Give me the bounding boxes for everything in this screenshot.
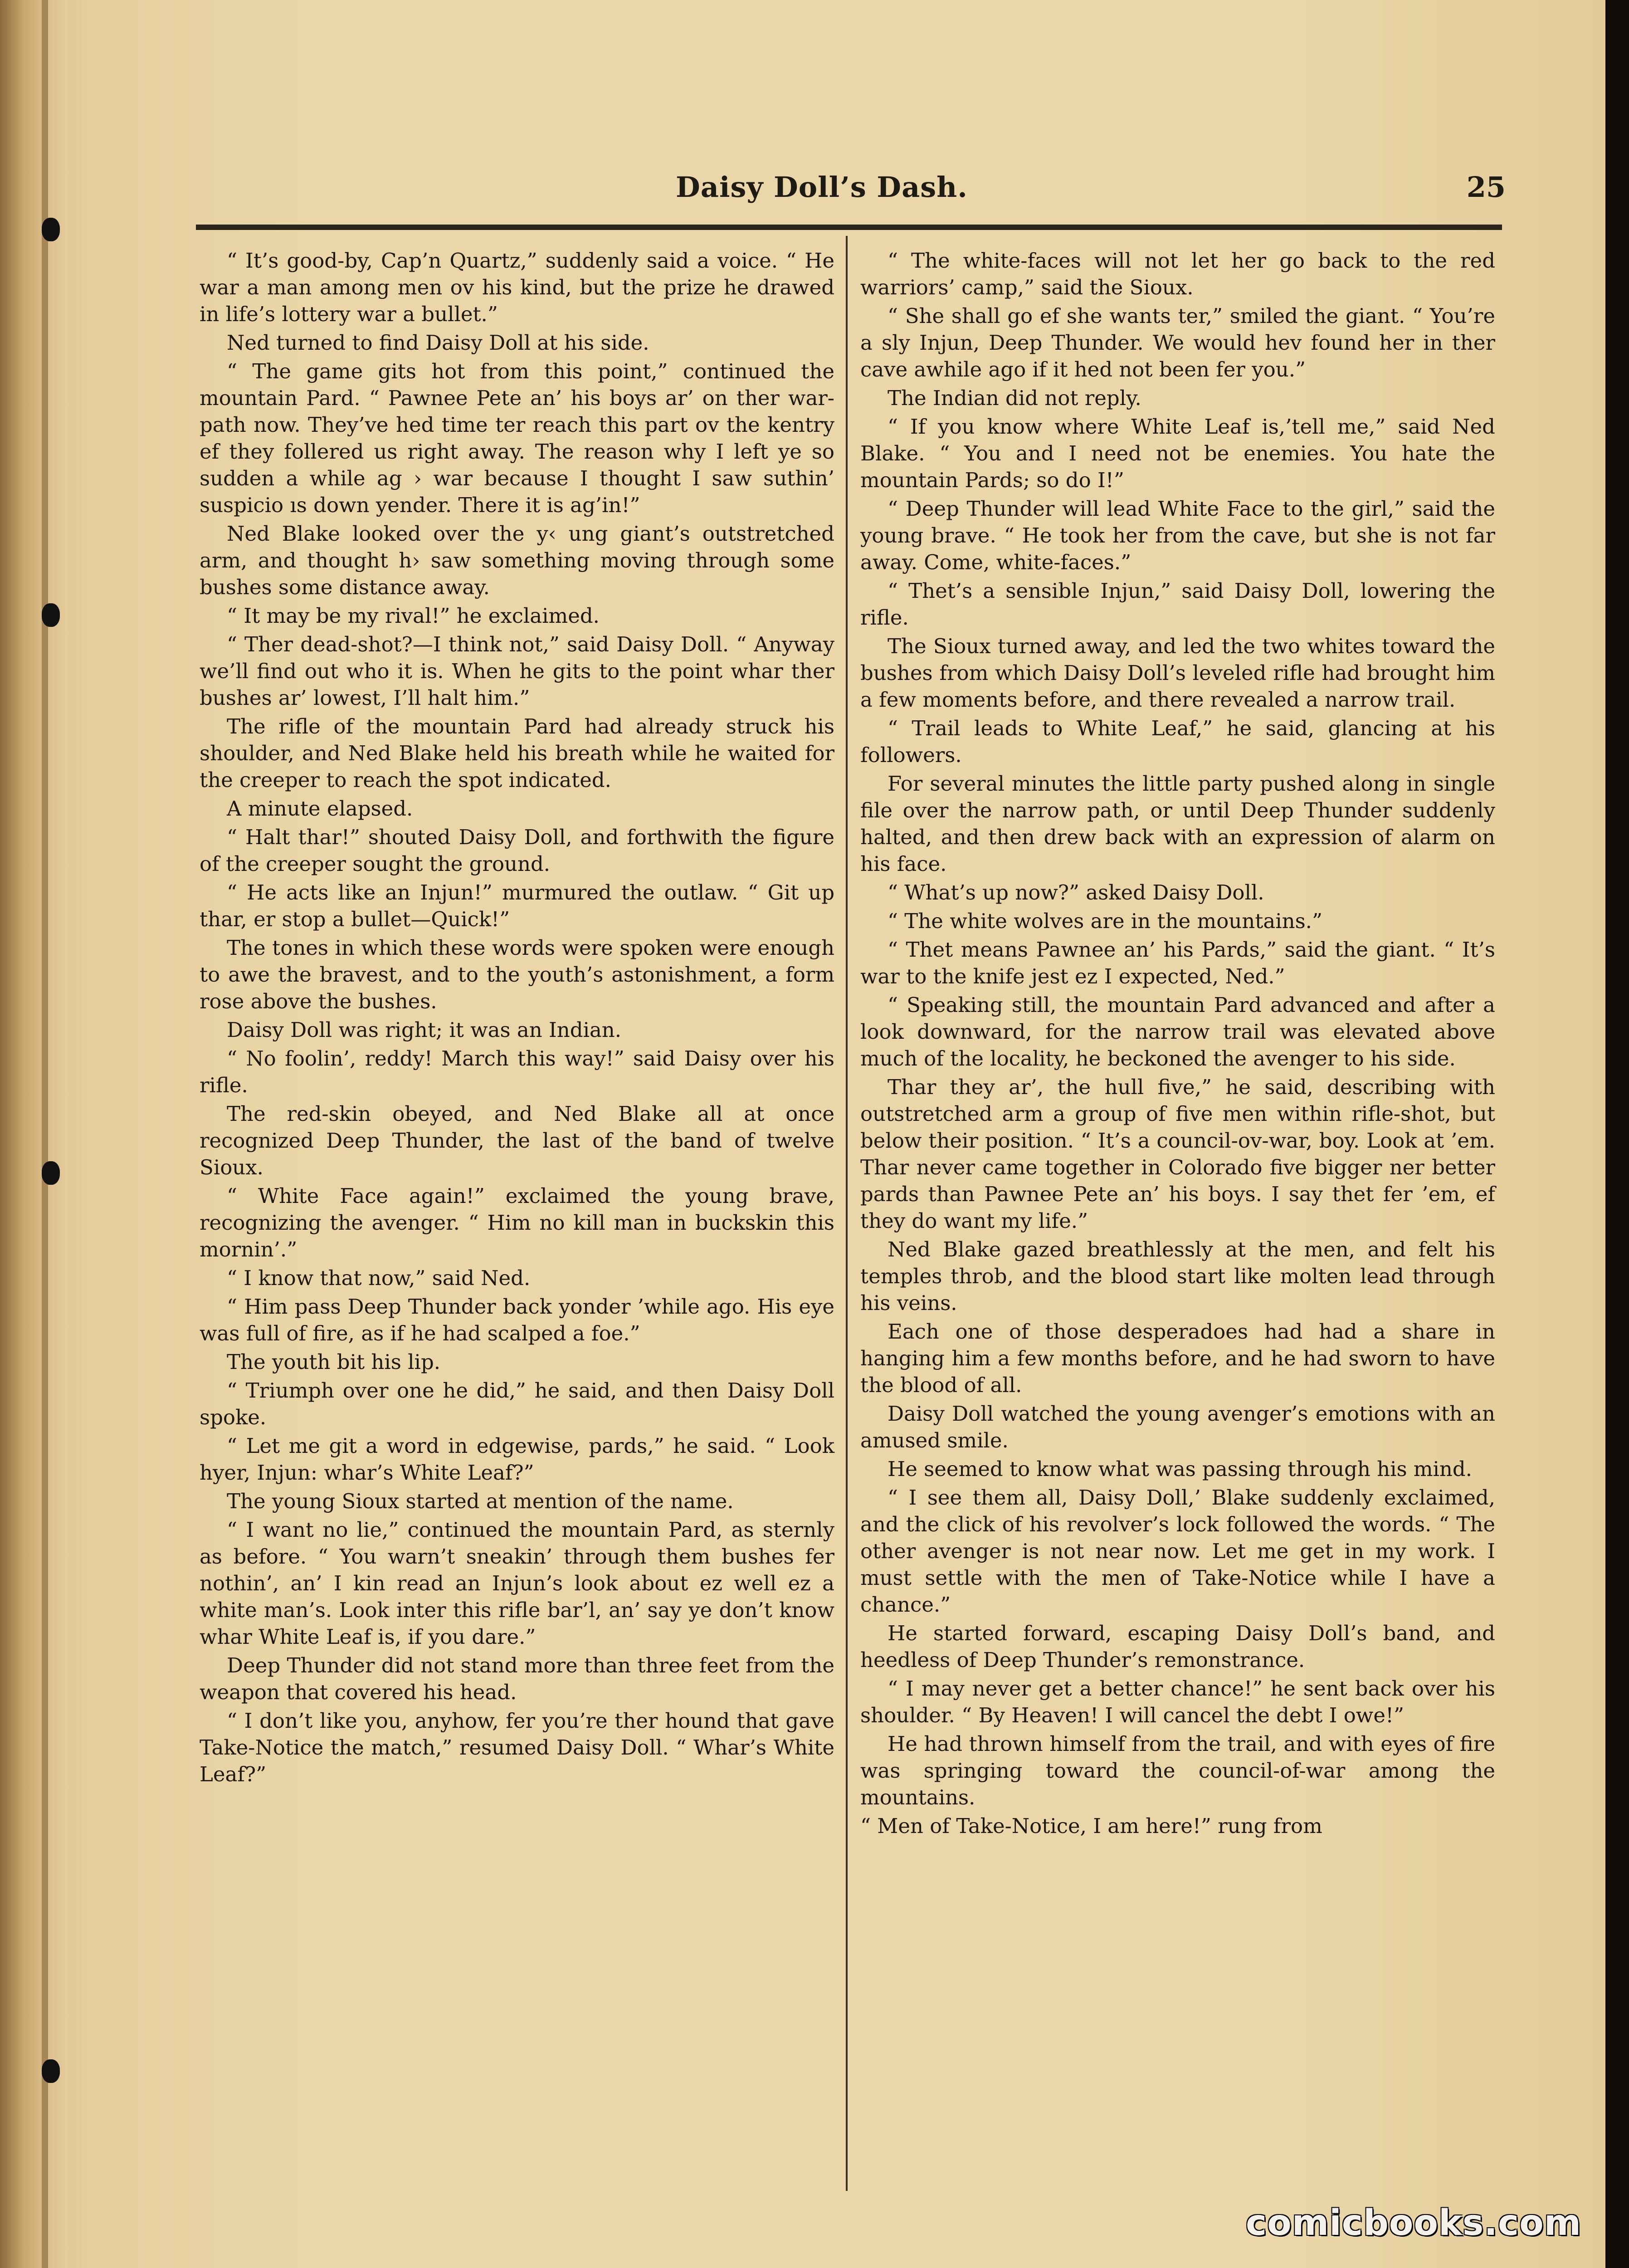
paragraph: “ If you know where White Leaf is,’tell me,” said Ned Blake. “ You and I need not be enemies. You hate the mountain Pards; so do I!”	[860, 415, 1495, 492]
paragraph: “ The white-faces will not let her go back to the red warriors’ camp,” said the Sioux.	[860, 249, 1495, 299]
paragraph: “ Trail leads to White Leaf,” he said, glancing at his followers.	[860, 716, 1495, 767]
paragraph: “ Halt thar!” shouted Daisy Doll, and forthwith the figure of the creeper sought the ground.	[200, 825, 834, 876]
paragraph: Thar they ar’, the hull five,” he said, describing with outstretched arm a group of five men within rifle-shot, but below their position. “ It’s a council-ov-war, boy. Look at ’em. Thar never came together in Colorado five bigger ner better pards than Pawnee Pete an’ his boys. I say thet fer ’em, ef they do want my life.”	[860, 1075, 1495, 1233]
paragraph: “ He acts like an Injun!” murmured the outlaw. “ Git up thar, er stop a bullet—Quick!”	[200, 880, 834, 931]
page-header	[195, 171, 1506, 211]
paragraph: “ Men of Take-Notice, I am here!” rung from	[860, 1814, 1322, 1838]
paragraph: The tones in which these words were spoken were enough to awe the bravest, and to the youth’s astonishment, a form rose above the bushes.	[200, 936, 834, 1013]
paragraph: The young Sioux started at mention of the name.	[227, 1489, 734, 1513]
header-rule	[196, 225, 1502, 230]
column-divider	[846, 236, 848, 2191]
paragraph: “ I know that now,” said Ned.	[227, 1266, 531, 1290]
binding-stitch	[42, 1161, 60, 1185]
site-watermark: comicbooks.com	[1245, 2203, 1581, 2244]
paragraph: “ Let me git a word in edgewise, pards,” he said. “ Look hyer, Injun: whar’s White Leaf?”	[200, 1434, 834, 1485]
binding-stitch	[42, 218, 60, 241]
paragraph: He had thrown himself from the trail, and with eyes of fire was springing toward the council-of-war among the mountains.	[860, 1732, 1495, 1809]
paragraph: “ Ther dead-shot?—I think not,” said Daisy Doll. “ Anyway we’ll find out who it is. When he gits to the point whar ther bushes ar’ lowest, I’ll halt him.”	[200, 632, 834, 710]
scan-edge	[1605, 0, 1629, 2268]
paragraph: The Sioux turned away, and led the two whites toward the bushes from which Daisy Doll’s leveled rifle had brought him a few moments before, and there revealed a narrow trail.	[860, 634, 1495, 712]
paragraph: Deep Thunder did not stand more than three feet from the weapon that covered his head.	[200, 1653, 834, 1704]
paragraph: “ No foolin’, reddy! March this way!” said Daisy over his rifle.	[200, 1046, 834, 1097]
running-title: Daisy Doll’s Dash.	[676, 171, 968, 204]
paragraph: For several minutes the little party pushed along in single file over the narrow path, or until Deep Thunder suddenly halted, and then drew back with an expression of alarm on his face.	[860, 772, 1495, 876]
paragraph: He started forward, escaping Daisy Doll’s band, and heedless of Deep Thunder’s remonstrance.	[860, 1621, 1495, 1672]
paragraph: “ I don’t like you, anyhow, fer you’re ther hound that gave Take-Notice the match,” resumed Daisy Doll. “ Whar’s White Leaf?”	[200, 1709, 834, 1786]
paragraph: Each one of those desperadoes had had a share in hanging him a few months before, and he had sworn to have the blood of all.	[860, 1320, 1495, 1397]
paragraph: The red-skin obeyed, and Ned Blake all at once recognized Deep Thunder, the last of the band of twelve Sioux.	[200, 1102, 834, 1179]
paragraph: “ It may be my rival!” he exclaimed.	[227, 604, 600, 628]
paragraph: “ The game gits hot from this point,” continued the mountain Pard. “ Pawnee Pete an’ his boys ar’ on ther war-path now. They’ve hed time ter reach this part ov the kentry ef they follered us right away. The reason why I left ye so sudden a while ag › war because I thought I saw suthin’ suspicio ıs down yender. There it is ag’in!”	[200, 359, 834, 517]
paragraph: The youth bit his lip.	[227, 1350, 441, 1374]
paragraph: “ I see them all, Daisy Doll,’ Blake suddenly exclaimed, and the click of his revolver’s lock followed the words. “ The other avenger is not near now. Let me get in my work. I must settle with the men of Take-Notice while I have a chance.”	[860, 1486, 1495, 1617]
paragraph: “ She shall go ef she wants ter,” smiled the giant. “ You’re a sly Injun, Deep Thunder. We would hev found her in ther cave awhile ago if it hed not been fer you.”	[860, 304, 1495, 381]
page-number: 25	[1466, 171, 1506, 204]
paragraph: “ It’s good-by, Cap’n Quartz,” suddenly said a voice. “ He war a man among men ov his kind, but the prize he drawed in life’s lottery war a bullet.”	[200, 249, 834, 326]
binding-stitch	[42, 2059, 60, 2083]
paragraph: Daisy Doll watched the young avenger’s emotions with an amused smile.	[860, 1402, 1495, 1452]
paragraph: “ I may never get a better chance!” he sent back over his shoulder. “ By Heaven! I will cancel the debt I owe!”	[860, 1677, 1495, 1727]
paragraph: “ White Face again!” exclaimed the young brave, recognizing the avenger. “ Him no kill man in buckskin this mornin’.”	[200, 1184, 834, 1261]
paragraph: “ Him pass Deep Thunder back yonder ’while ago. His eye was full of fire, as if he had scalped a foe.”	[200, 1295, 834, 1345]
paragraph: “ What’s up now?” asked Daisy Doll.	[888, 880, 1264, 904]
paragraph: He seemed to know what was passing through his mind.	[888, 1457, 1473, 1481]
paragraph: “ I want no lie,” continued the mountain Pard, as sternly as before. “ You warn’t sneakin’ through them bushes fer nothin’, an’ I kin read an Injun’s look about ez well ez a white man’s. Look inter this rifle bar’l, an’ say ye don’t know whar White Leaf is, if you dare.”	[200, 1518, 834, 1649]
paragraph: The Indian did not reply.	[888, 386, 1141, 410]
binding-stitch	[42, 603, 60, 627]
paragraph: “ The white wolves are in the mountains.”	[888, 909, 1322, 933]
paragraph: Ned turned to find Daisy Doll at his side.	[227, 331, 649, 355]
paragraph: “ Triumph over one he did,” he said, and then Daisy Doll spoke.	[200, 1378, 834, 1429]
paragraph: Ned Blake looked over the y‹ ung giant’s outstretched arm, and thought h› saw something moving through some bushes some distance away.	[200, 522, 834, 599]
paragraph: A minute elapsed.	[227, 797, 413, 821]
paragraph: “ Deep Thunder will lead White Face to the girl,” said the young brave. “ He took her from the cave, but she is not far away. Come, white-faces.”	[860, 497, 1495, 574]
paragraph: The rifle of the mountain Pard had already struck his shoulder, and Ned Blake held his breath while he waited for the creeper to reach the spot indicated.	[200, 714, 834, 792]
paragraph: Daisy Doll was right; it was an Indian.	[227, 1018, 622, 1042]
paragraph: Ned Blake gazed breathlessly at the men, and felt his temples throb, and the blood start like molten lead through his veins.	[860, 1237, 1495, 1315]
right-column	[860, 247, 1495, 1841]
paragraph: “ Speaking still, the mountain Pard advanced and after a look downward, for the narrow trail was elevated above much of the locality, he beckoned the avenger to his side.	[860, 993, 1495, 1070]
paragraph: “ Thet means Pawnee an’ his Pards,” said the giant. “ It’s war to the knife jest ez I expected, Ned.”	[860, 938, 1495, 988]
book-spine	[0, 0, 68, 2268]
left-column	[200, 247, 834, 1789]
paragraph: “ Thet’s a sensible Injun,” said Daisy Doll, lowering the rifle.	[860, 579, 1495, 630]
gutter-fold	[42, 0, 48, 2268]
